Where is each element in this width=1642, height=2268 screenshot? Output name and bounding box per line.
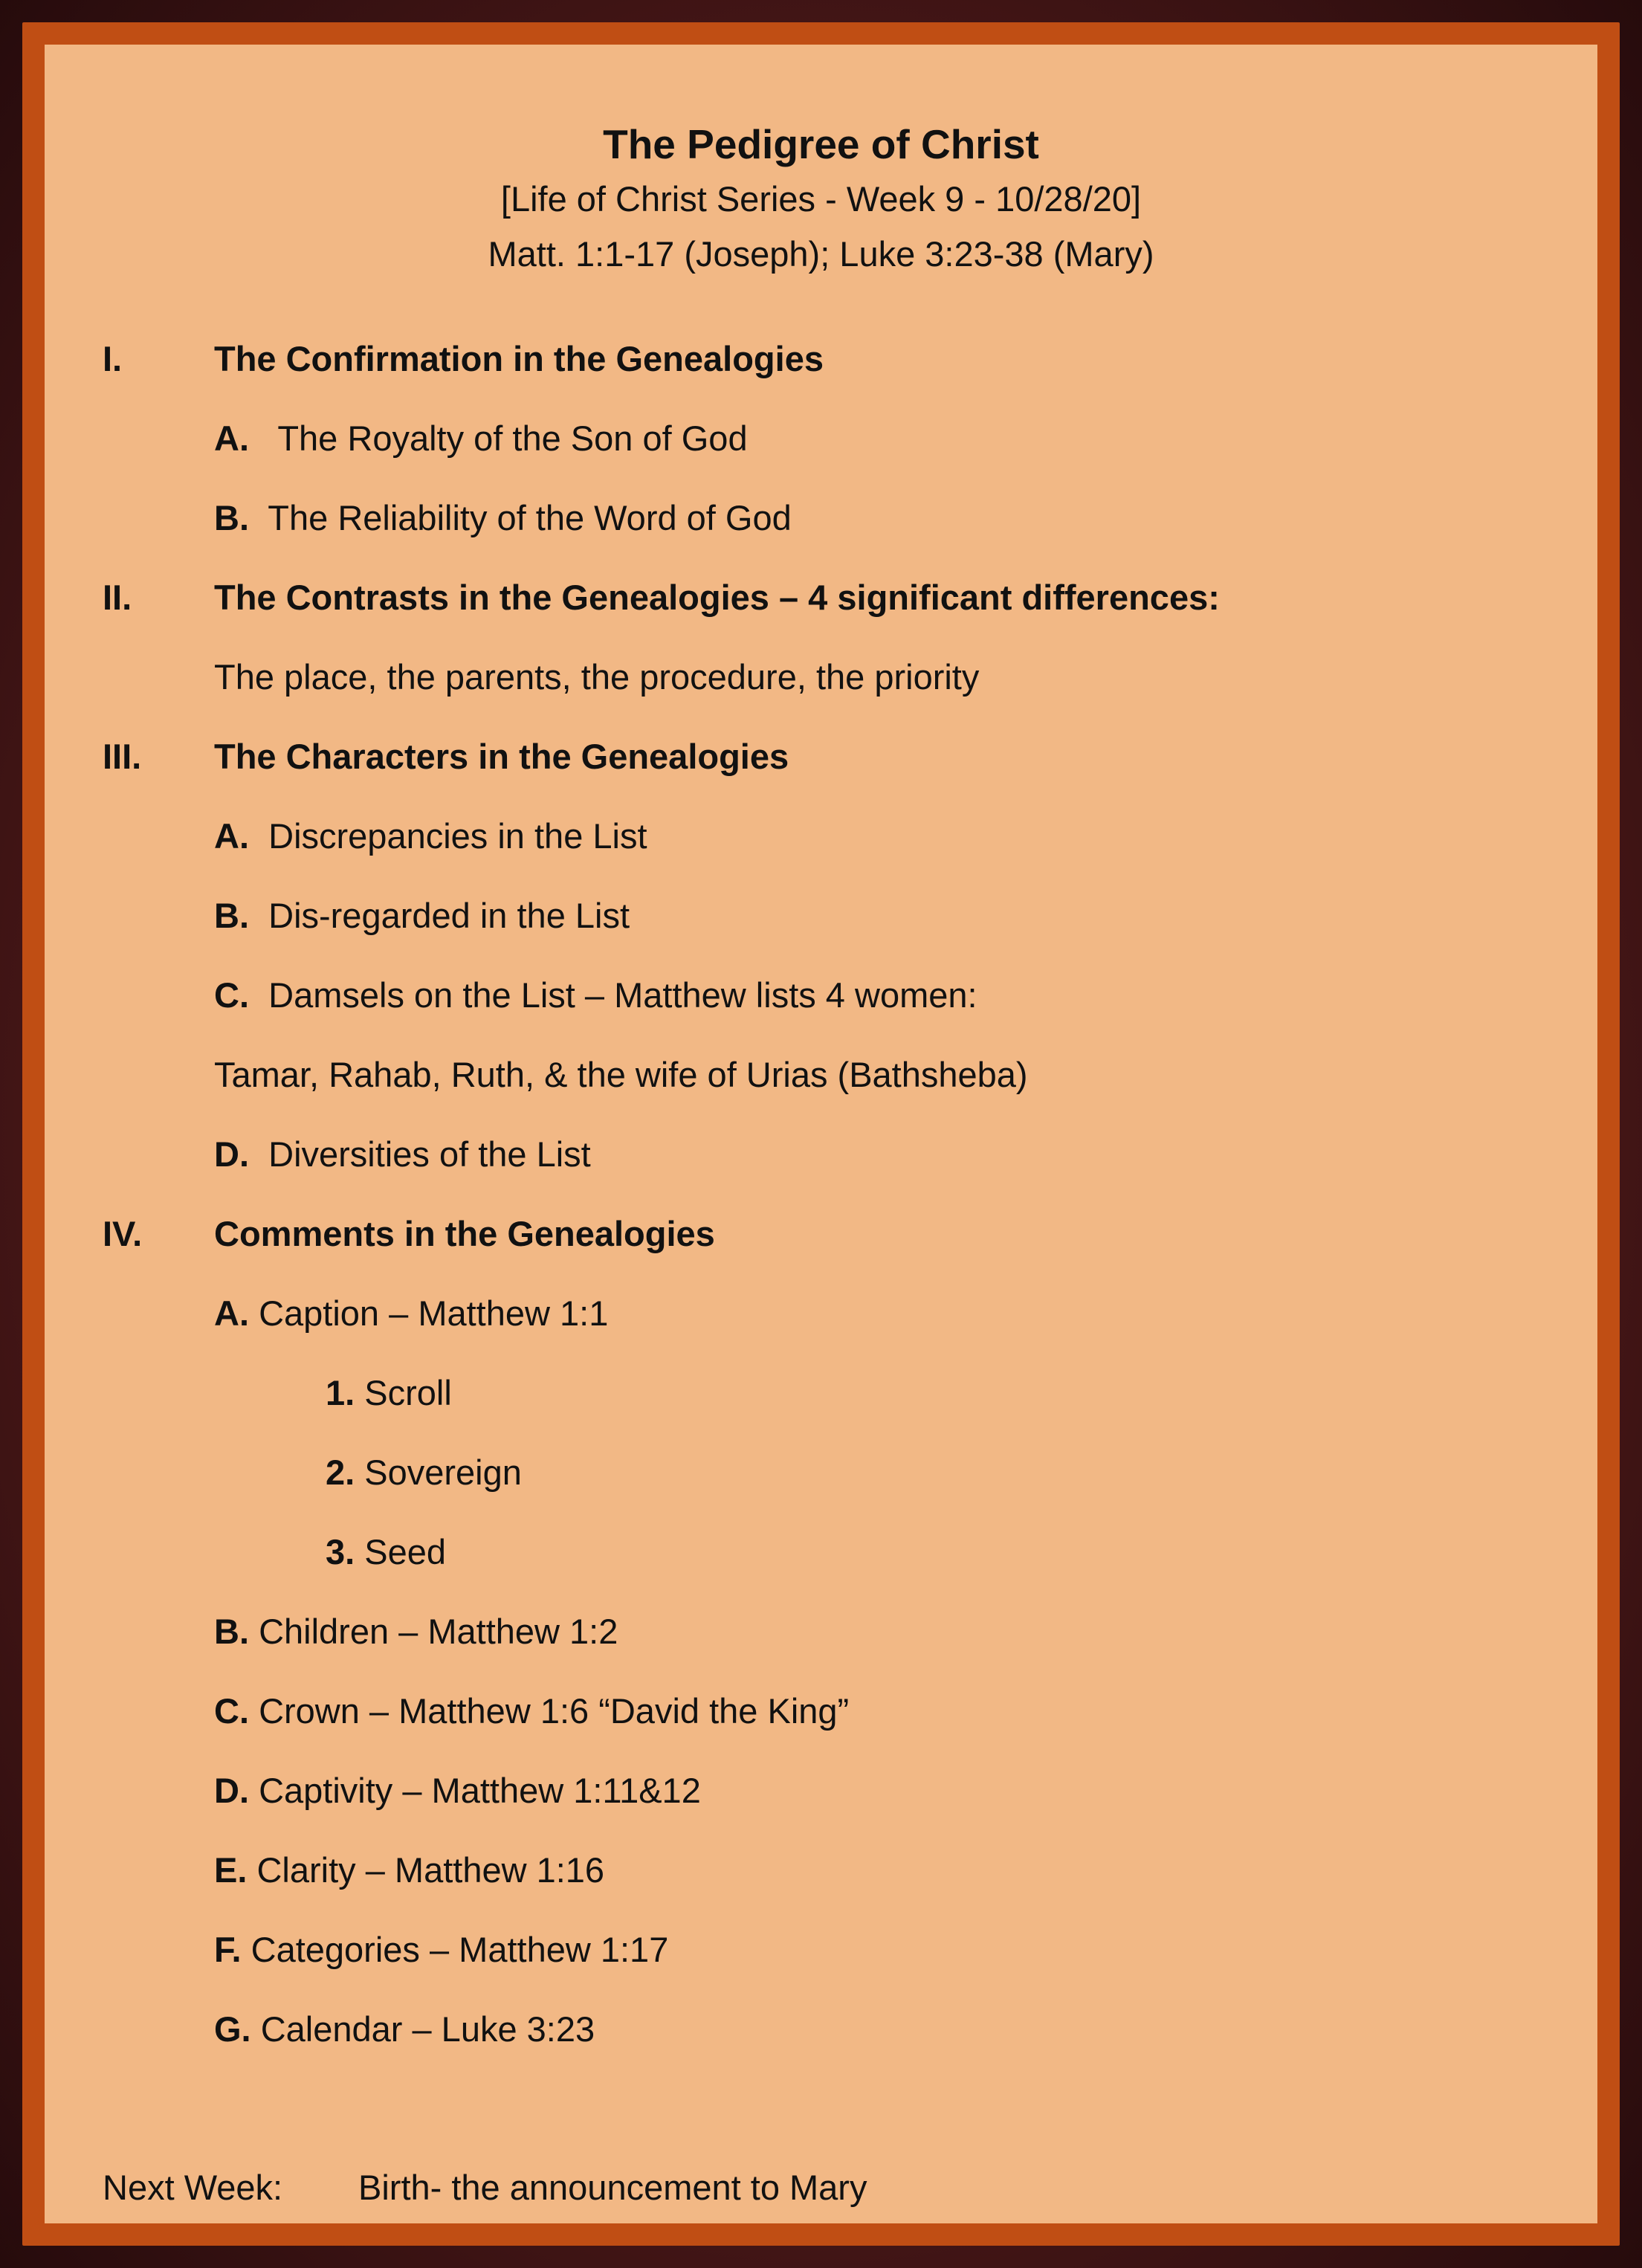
section-4-item-a-3 xyxy=(326,1531,446,1572)
item-text: Damsels on the List – Matthew lists 4 women: xyxy=(268,975,977,1015)
section-2-heading: The Contrasts in the Genealogies – 4 significant differences: xyxy=(214,578,1220,617)
item-label: G. xyxy=(214,2009,251,2049)
section-4-item-e xyxy=(214,1849,604,1890)
item-label: 3. xyxy=(326,1532,355,1571)
item-text: Clarity – Matthew 1:16 xyxy=(256,1850,605,1890)
item-text: The Royalty of the Son of God xyxy=(277,419,748,458)
section-2-note: The place, the parents, the procedure, the priority xyxy=(214,657,980,697)
series-subtitle: [Life of Christ Series - Week 9 - 10/28/20] xyxy=(500,179,1142,219)
item-label: A. xyxy=(214,816,249,856)
section-1-item-b xyxy=(214,497,792,538)
section-4-item-d xyxy=(214,1770,701,1811)
scripture-references: Matt. 1:1-17 (Joseph); Luke 3:23-38 (Mary) xyxy=(488,234,1154,274)
item-label: D. xyxy=(214,1771,249,1810)
item-text: Caption – Matthew 1:1 xyxy=(259,1293,609,1333)
item-text: Categories – Matthew 1:17 xyxy=(250,1930,669,1969)
section-4-numeral: IV. xyxy=(103,1214,143,1253)
section-4-item-g xyxy=(214,2009,595,2049)
item-text: Calendar – Luke 3:23 xyxy=(260,2009,595,2049)
item-text: The Reliability of the Word of God xyxy=(268,498,792,537)
item-label: C. xyxy=(214,1691,249,1731)
section-3-item-d xyxy=(214,1134,591,1175)
page-title: The Pedigree of Christ xyxy=(603,121,1039,167)
section-3-item-b xyxy=(214,895,630,936)
item-label: 1. xyxy=(326,1373,355,1412)
section-4-item-c xyxy=(214,1690,849,1731)
item-text: Crown – Matthew 1:6 “David the King” xyxy=(259,1691,850,1731)
section-3-item-c-note: Tamar, Rahab, Ruth, & the wife of Urias (Bathsheba) xyxy=(214,1055,1028,1094)
section-4-item-a-2 xyxy=(326,1452,522,1493)
section-3-numeral: III. xyxy=(103,737,142,776)
item-label: B. xyxy=(214,498,249,537)
item-text: Captivity – Matthew 1:11&12 xyxy=(259,1771,701,1810)
document-page xyxy=(45,45,1597,2223)
next-week-label: Next Week: xyxy=(103,2168,283,2207)
item-text: Sovereign xyxy=(364,1453,522,1492)
item-text: Seed xyxy=(364,1532,447,1571)
section-2-numeral: II. xyxy=(103,578,132,617)
item-text: Children – Matthew 1:2 xyxy=(259,1612,618,1651)
item-label: F. xyxy=(214,1930,242,1969)
item-text: Discrepancies in the List xyxy=(268,816,647,856)
section-4-item-f xyxy=(214,1929,668,1970)
item-text: Diversities of the List xyxy=(268,1134,591,1174)
item-label: B. xyxy=(214,896,249,935)
item-label: 2. xyxy=(326,1453,355,1492)
section-4-item-a-1 xyxy=(326,1372,452,1413)
section-4-heading: Comments in the Genealogies xyxy=(214,1214,715,1253)
item-text: Dis-regarded in the List xyxy=(268,896,630,935)
item-label: B. xyxy=(214,1612,249,1651)
section-3-heading: The Characters in the Genealogies xyxy=(214,737,789,776)
section-1-heading: The Confirmation in the Genealogies xyxy=(214,339,824,378)
section-4-item-b xyxy=(214,1611,618,1652)
section-3-item-c xyxy=(214,975,977,1015)
item-label: A. xyxy=(214,1293,249,1333)
section-3-item-a xyxy=(214,815,647,856)
section-4-item-a xyxy=(214,1293,608,1334)
item-label: A. xyxy=(214,419,249,458)
item-label: C. xyxy=(214,975,249,1015)
item-text: Scroll xyxy=(364,1373,452,1412)
item-label: D. xyxy=(214,1134,249,1174)
section-1-numeral: I. xyxy=(103,339,123,378)
item-label: E. xyxy=(214,1850,248,1890)
section-1-item-a xyxy=(214,418,748,459)
next-week-text: Birth- the announcement to Mary xyxy=(358,2168,867,2207)
